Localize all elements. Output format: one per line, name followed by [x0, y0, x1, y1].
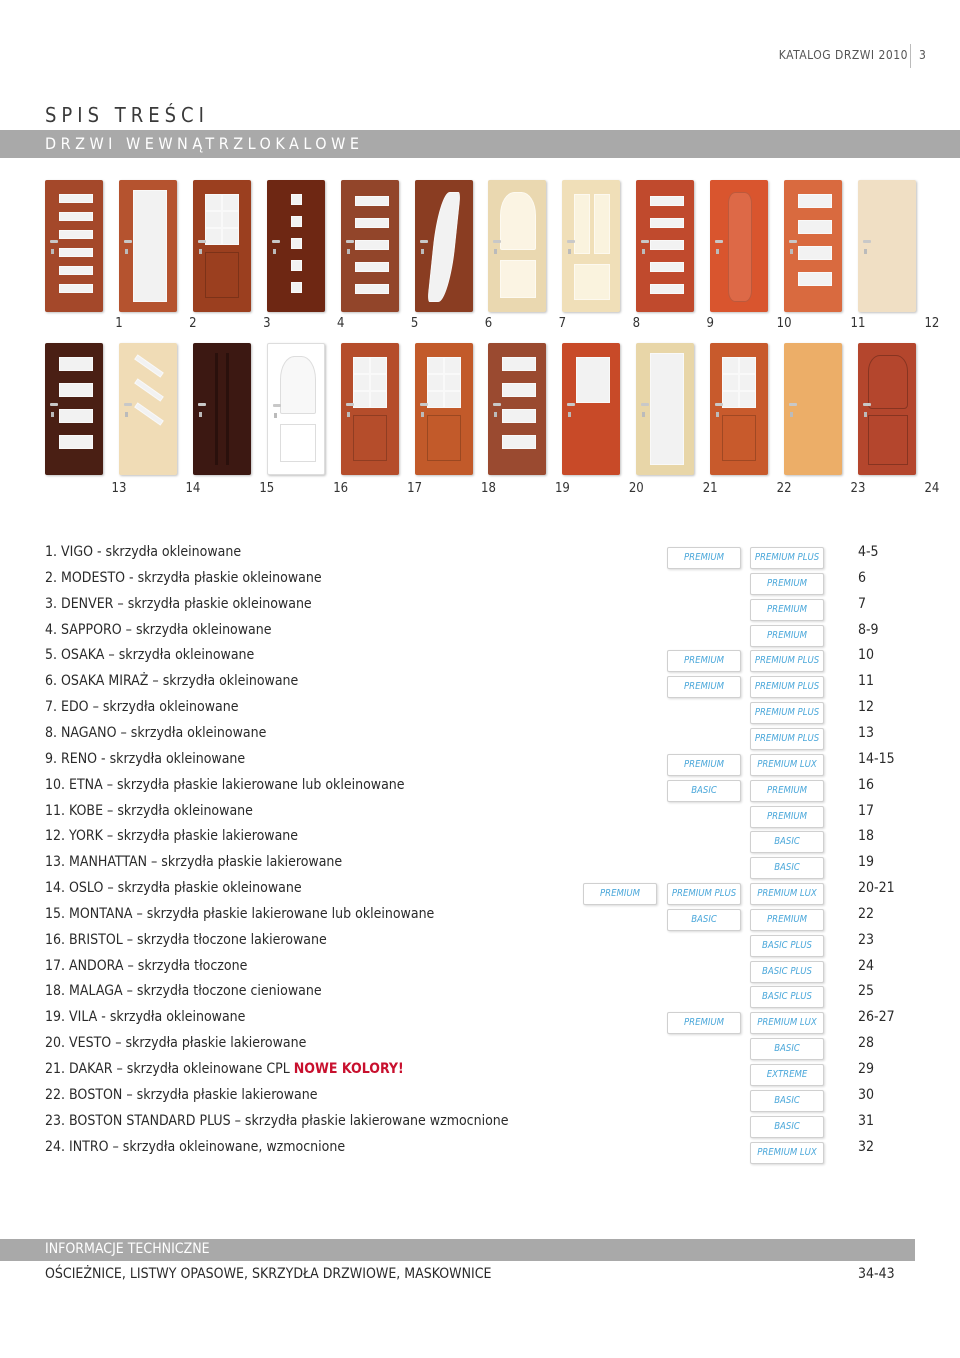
door-glass — [59, 284, 93, 293]
door-glass — [222, 228, 239, 245]
door-glass — [502, 409, 536, 423]
door-glass — [868, 415, 908, 465]
door-number: 15 — [259, 481, 275, 496]
door-glass — [798, 194, 832, 208]
quality-badge: BASIC — [750, 857, 824, 879]
door-glass — [205, 252, 239, 298]
contents-row-title: 22. BOSTON – skrzydła płaskie lakierowane — [45, 1086, 318, 1103]
door-number: 12 — [924, 316, 940, 331]
door-glass — [280, 424, 316, 462]
door-glass — [353, 415, 387, 461]
door-handle — [346, 240, 354, 243]
door-handle — [493, 240, 501, 243]
door-handle — [641, 240, 649, 243]
door-glass — [134, 354, 164, 377]
door-image — [562, 180, 620, 312]
door-image — [341, 343, 399, 475]
contents-row-title: 21. DAKAR – skrzydła okleinowane CPL NOWE KOLORY! — [45, 1061, 404, 1077]
door-image — [193, 343, 251, 475]
door-number: 9 — [706, 316, 714, 331]
door-glass — [427, 192, 461, 302]
quality-badge: PREMIUM PLUS — [750, 728, 824, 750]
page-number: 3 — [919, 48, 926, 62]
door-number: 7 — [558, 316, 567, 331]
quality-badge: PREMIUM — [750, 573, 824, 595]
door-glass — [576, 357, 610, 403]
contents-page-ref: 31 — [858, 1112, 875, 1129]
contents-page-ref: 12 — [858, 699, 875, 716]
door-lock — [347, 412, 350, 417]
door-glass — [222, 194, 239, 211]
info-text: OŚCIEŻNICE, LISTWY OPASOWE, SKRZYDŁA DRZWIOWE, MASKOWNICE — [45, 1266, 492, 1282]
door-handle — [273, 404, 281, 407]
door-image — [858, 180, 916, 312]
door-number: 22 — [776, 481, 792, 496]
contents-row-title: 3. DENVER – skrzydła płaskie okleinowane — [45, 595, 312, 612]
door-number: 4 — [336, 316, 345, 331]
contents-page-ref: 4-5 — [858, 544, 879, 560]
door-handle — [789, 403, 797, 406]
door-glass — [574, 264, 610, 300]
contents-page-ref: 8-9 — [858, 621, 879, 638]
door-glass — [444, 374, 461, 391]
contents-row-title: 16. BRISTOL – skrzydła tłoczone lakierowane — [45, 931, 327, 948]
door-glass — [59, 435, 93, 449]
door-glass — [500, 260, 536, 298]
contents-page-ref: 22 — [858, 905, 875, 922]
door-glass — [355, 240, 389, 250]
door-glass — [205, 194, 222, 211]
door-glass — [355, 218, 389, 228]
door-glass — [355, 196, 389, 206]
door-glass — [291, 216, 302, 227]
door-glass — [798, 272, 832, 286]
contents-page-ref: 14-15 — [858, 750, 895, 767]
door-image — [193, 180, 251, 312]
door-image — [45, 343, 103, 475]
contents-page-ref: 20-21 — [858, 880, 895, 897]
door-glass — [500, 192, 536, 250]
contents-page-ref: 10 — [858, 647, 875, 664]
door-lock — [568, 249, 571, 254]
door-glass — [133, 190, 167, 302]
contents-row-title: 6. OSAKA MIRAŻ – skrzydła okleinowane — [45, 673, 299, 690]
door-glass — [739, 357, 756, 374]
door-glass — [291, 260, 302, 271]
door-glass — [444, 391, 461, 408]
door-lock — [790, 412, 793, 417]
door-glass — [226, 353, 229, 465]
quality-badge: PREMIUM LUX — [750, 1142, 824, 1164]
contents-page-ref: 6 — [858, 569, 867, 586]
door-image — [488, 343, 546, 475]
quality-badge: PREMIUM — [750, 909, 824, 931]
door-lock — [716, 412, 719, 417]
quality-badge: BASIC — [667, 909, 741, 931]
contents-page-ref: 30 — [858, 1086, 875, 1103]
info-label: INFORMACJE TECHNICZNE — [45, 1241, 210, 1257]
door-handle — [272, 240, 280, 243]
door-glass — [798, 220, 832, 234]
door-lock — [864, 412, 867, 417]
door-glass — [353, 391, 370, 408]
door-glass — [134, 378, 164, 401]
door-image — [415, 343, 473, 475]
contents-page-ref: 23 — [858, 931, 875, 948]
door-handle — [124, 403, 132, 406]
door-handle — [567, 240, 575, 243]
door-image — [488, 180, 546, 312]
door-handle — [863, 403, 871, 406]
door-glass — [427, 357, 444, 374]
quality-badge: BASIC — [750, 831, 824, 853]
quality-badge: PREMIUM PLUS — [667, 883, 741, 905]
contents-row-title: 2. MODESTO - skrzydła płaskie okleinowane — [45, 569, 322, 586]
quality-badge: PREMIUM — [667, 650, 741, 672]
door-handle — [789, 240, 797, 243]
door-handle — [493, 403, 501, 406]
door-lock — [790, 249, 793, 254]
contents-row-title: 4. SAPPORO – skrzydła okleinowane — [45, 621, 272, 638]
door-glass — [280, 356, 316, 414]
door-handle — [715, 240, 723, 243]
contents-row-title: 19. VILA - skrzydła okleinowane — [45, 1009, 246, 1026]
door-lock — [494, 412, 497, 417]
door-handle — [346, 403, 354, 406]
door-glass — [59, 230, 93, 239]
door-glass — [722, 415, 756, 461]
door-number: 21 — [702, 481, 718, 496]
door-glass — [502, 383, 536, 397]
quality-badge: PREMIUM — [583, 883, 657, 905]
door-glass — [353, 374, 370, 391]
door-glass — [650, 240, 684, 250]
door-glass — [594, 194, 610, 254]
quality-badge: BASIC PLUS — [750, 986, 824, 1008]
door-glass — [59, 266, 93, 275]
door-lock — [347, 249, 350, 254]
contents-row-title: 8. NAGANO – skrzydła okleinowane — [45, 724, 267, 741]
door-lock — [494, 249, 497, 254]
quality-badge: PREMIUM — [750, 625, 824, 647]
door-number: 1 — [115, 316, 123, 331]
contents-row-title: 9. RENO - skrzydła okleinowane — [45, 750, 246, 767]
door-lock — [716, 249, 719, 254]
door-lock — [199, 412, 202, 417]
door-glass — [728, 192, 752, 302]
door-glass — [291, 194, 302, 205]
door-number: 14 — [185, 481, 201, 496]
door-image — [710, 180, 768, 312]
quality-badge: PREMIUM PLUS — [750, 650, 824, 672]
page-title: SPIS TREŚCI — [45, 103, 209, 127]
door-glass — [59, 194, 93, 203]
contents-page-ref: 24 — [858, 957, 875, 974]
door-handle — [715, 403, 723, 406]
door-glass — [650, 196, 684, 206]
contents-row-title: 23. BOSTON STANDARD PLUS – skrzydła płaskie lakierowane wzmocnione — [45, 1112, 509, 1129]
door-lock — [864, 249, 867, 254]
door-glass — [650, 284, 684, 294]
door-lock — [642, 249, 645, 254]
header-divider — [910, 44, 911, 68]
quality-badge: PREMIUM — [750, 806, 824, 828]
contents-row-title: 10. ETNA – skrzydła płaskie lakierowane lub okleinowane — [45, 776, 405, 793]
door-lock — [51, 249, 54, 254]
door-glass — [355, 262, 389, 272]
door-lock — [421, 249, 424, 254]
door-glass — [868, 355, 908, 409]
door-handle — [420, 403, 428, 406]
door-handle — [567, 403, 575, 406]
door-glass — [291, 238, 302, 249]
door-number: 20 — [628, 481, 644, 496]
quality-badge: BASIC PLUS — [750, 935, 824, 957]
contents-row-title: 14. OSLO – skrzydła płaskie okleinowane — [45, 880, 302, 897]
door-number: 5 — [410, 316, 419, 331]
door-lock — [125, 249, 128, 254]
quality-badge: PREMIUM — [667, 754, 741, 776]
quality-badge: BASIC PLUS — [750, 961, 824, 983]
contents-page-ref: 13 — [858, 724, 875, 741]
door-lock — [199, 249, 202, 254]
contents-page-ref: 32 — [858, 1138, 875, 1155]
door-handle — [198, 403, 206, 406]
door-image — [636, 343, 694, 475]
quality-badge: PREMIUM — [750, 599, 824, 621]
door-glass — [134, 402, 164, 425]
door-glass — [370, 357, 387, 374]
door-handle — [124, 240, 132, 243]
door-glass — [427, 391, 444, 408]
catalog-title: KATALOG DRZWI 2010 — [778, 48, 908, 62]
door-handle — [50, 403, 58, 406]
door-glass — [355, 284, 389, 294]
door-lock — [421, 412, 424, 417]
door-glass — [650, 262, 684, 272]
door-handle — [50, 240, 58, 243]
door-glass — [370, 374, 387, 391]
quality-badge: EXTREME — [750, 1064, 824, 1086]
door-image — [45, 180, 103, 312]
door-glass — [215, 353, 218, 465]
quality-badge: PREMIUM PLUS — [750, 547, 824, 569]
door-lock — [642, 412, 645, 417]
door-number: 10 — [776, 316, 792, 331]
section-subtitle: DRZWI WEWNĄTRZLOKALOWE — [45, 134, 364, 153]
door-glass — [574, 194, 590, 254]
contents-row-title: 12. YORK – skrzydła płaskie lakierowane — [45, 828, 299, 845]
quality-badge: PREMIUM — [750, 780, 824, 802]
contents-row-title: 1. VIGO - skrzydła okleinowane — [45, 544, 242, 560]
contents-row-title: 18. MALAGA – skrzydła tłoczone cieniowane — [45, 983, 322, 1000]
quality-badge: PREMIUM — [667, 1012, 741, 1034]
contents-row-title: 7. EDO – skrzydła okleinowane — [45, 699, 239, 716]
door-number: 23 — [850, 481, 866, 496]
door-image — [119, 343, 177, 475]
door-image — [710, 343, 768, 475]
door-number: 6 — [484, 316, 493, 331]
door-number: 3 — [263, 316, 271, 331]
door-number: 11 — [850, 316, 866, 331]
door-glass — [370, 391, 387, 408]
door-glass — [722, 391, 739, 408]
door-glass — [798, 246, 832, 260]
door-number: 19 — [554, 481, 570, 496]
door-image — [562, 343, 620, 475]
contents-row-title: 13. MANHATTAN – skrzydła płaskie lakierowane — [45, 854, 343, 871]
contents-page-ref: 25 — [858, 983, 875, 1000]
door-image — [341, 180, 399, 312]
door-image — [119, 180, 177, 312]
door-glass — [502, 357, 536, 371]
door-handle — [198, 240, 206, 243]
contents-row-title: 20. VESTO – skrzydła płaskie lakierowane — [45, 1035, 307, 1052]
door-number: 13 — [111, 481, 127, 496]
door-glass — [205, 211, 222, 228]
quality-badge: PREMIUM PLUS — [750, 676, 824, 698]
quality-badge: PREMIUM LUX — [750, 754, 824, 776]
door-glass — [722, 357, 739, 374]
door-lock — [274, 413, 277, 418]
contents-page-ref: 16 — [858, 776, 875, 793]
door-glass — [502, 435, 536, 449]
door-glass — [739, 391, 756, 408]
contents-row-title: 11. KOBE – skrzydła okleinowane — [45, 802, 253, 819]
quality-badge: BASIC — [750, 1116, 824, 1138]
door-image — [784, 180, 842, 312]
contents-row-title: 24. INTRO – skrzydła okleinowane, wzmocnione — [45, 1138, 346, 1155]
door-image — [267, 343, 325, 475]
quality-badge: PREMIUM LUX — [750, 1012, 824, 1034]
door-glass — [59, 357, 93, 371]
door-image — [858, 343, 916, 475]
door-number: 2 — [189, 316, 197, 331]
door-glass — [427, 415, 461, 461]
door-glass — [427, 374, 444, 391]
door-number: 18 — [481, 481, 496, 496]
contents-row-title: 15. MONTANA – skrzydła płaskie lakierowane lub okleinowane — [45, 905, 435, 922]
door-image — [415, 180, 473, 312]
door-glass — [59, 409, 93, 423]
info-pages: 34-43 — [858, 1266, 895, 1282]
door-handle — [863, 240, 871, 243]
door-image — [636, 180, 694, 312]
door-image — [267, 180, 325, 312]
door-glass — [650, 353, 684, 465]
contents-page-ref: 18 — [858, 828, 875, 845]
quality-badge: BASIC — [667, 780, 741, 802]
door-glass — [59, 212, 93, 221]
contents-page-ref: 11 — [858, 673, 875, 690]
door-number: 24 — [924, 481, 940, 496]
contents-page-ref: 28 — [858, 1035, 875, 1052]
door-number: 8 — [632, 316, 641, 331]
quality-badge: PREMIUM LUX — [750, 883, 824, 905]
quality-badge: PREMIUM — [667, 676, 741, 698]
quality-badge: PREMIUM — [667, 547, 741, 569]
quality-badge: PREMIUM PLUS — [750, 702, 824, 724]
quality-badge: BASIC — [750, 1090, 824, 1112]
door-lock — [51, 412, 54, 417]
contents-page-ref: 17 — [858, 802, 875, 819]
door-glass — [59, 248, 93, 257]
door-number: 16 — [333, 481, 349, 496]
contents-page-ref: 29 — [858, 1061, 875, 1077]
door-glass — [59, 383, 93, 397]
door-image — [784, 343, 842, 475]
new-colors-highlight: NOWE KOLORY! — [293, 1061, 404, 1077]
quality-badge: BASIC — [750, 1038, 824, 1060]
contents-page-ref: 19 — [858, 854, 875, 871]
door-handle — [641, 403, 649, 406]
contents-page-ref: 7 — [858, 595, 867, 612]
door-glass — [205, 228, 222, 245]
door-glass — [739, 374, 756, 391]
door-handle — [420, 240, 428, 243]
contents-row-title: 17. ANDORA – skrzydła tłoczone — [45, 957, 248, 974]
door-number: 17 — [407, 481, 423, 496]
door-glass — [722, 374, 739, 391]
door-glass — [650, 218, 684, 228]
door-glass — [222, 211, 239, 228]
contents-page-ref: 26-27 — [858, 1009, 895, 1026]
door-glass — [353, 357, 370, 374]
door-glass — [291, 282, 302, 293]
door-lock — [273, 249, 276, 254]
door-lock — [125, 412, 128, 417]
contents-row-title: 5. OSAKA – skrzydła okleinowane — [45, 647, 255, 664]
door-lock — [568, 412, 571, 417]
door-glass — [444, 357, 461, 374]
